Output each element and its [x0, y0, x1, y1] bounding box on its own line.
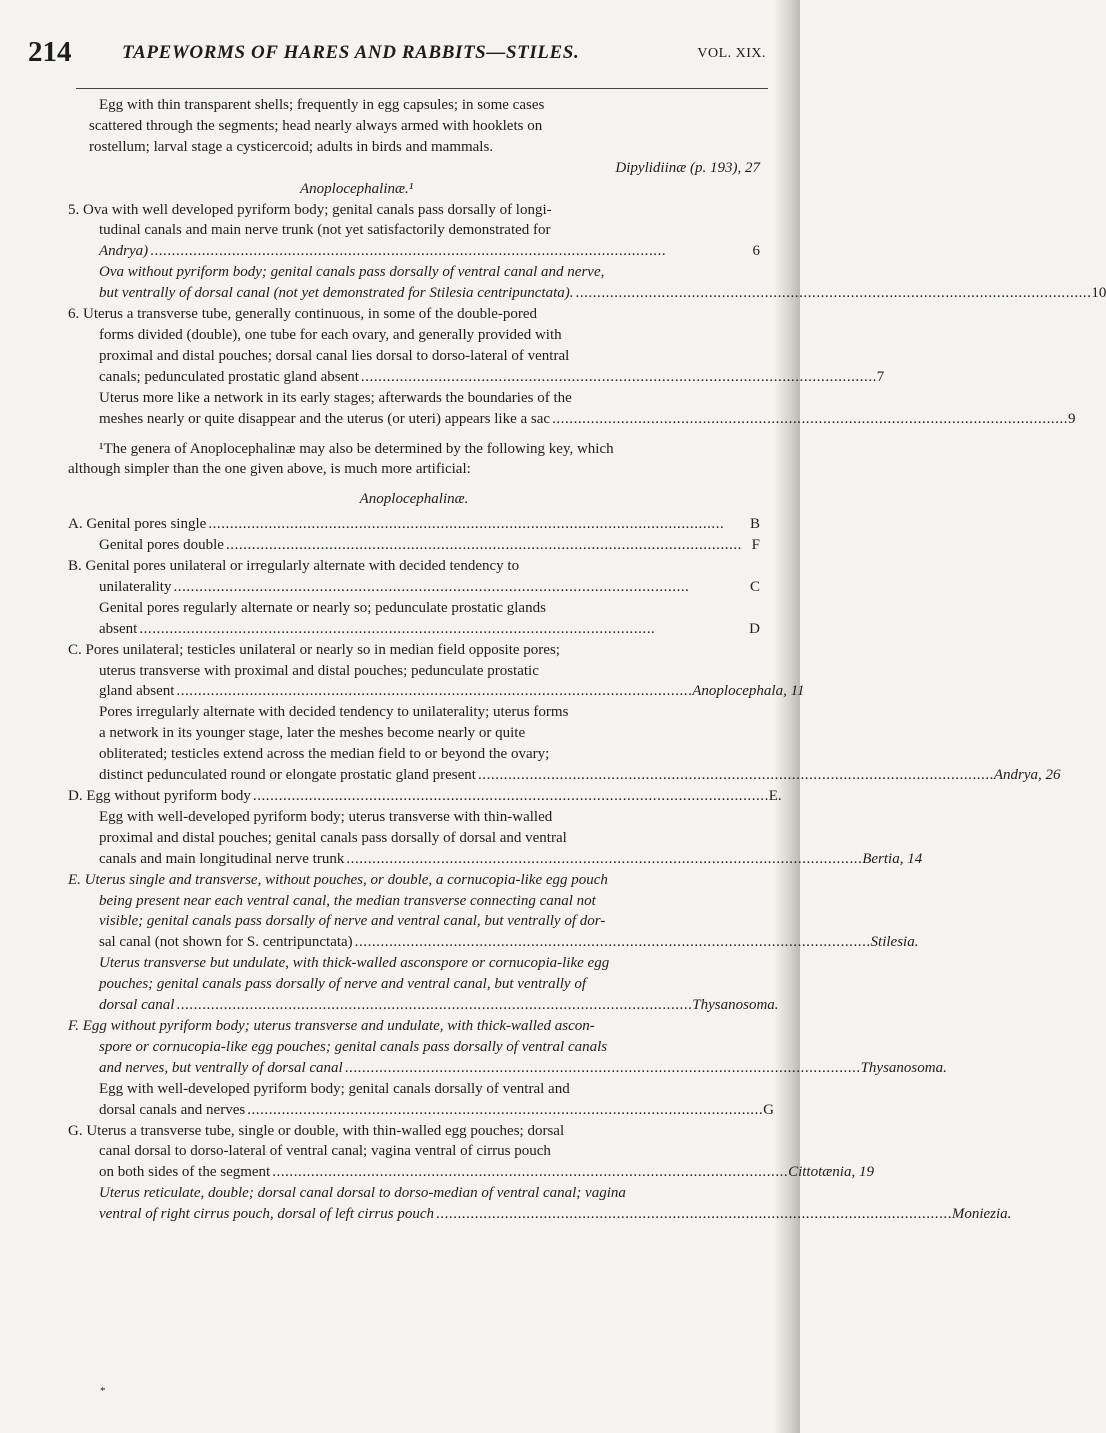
entry-ref: Thysanosoma. — [692, 997, 779, 1014]
leader-dots — [343, 1058, 861, 1079]
leader-dots — [174, 995, 692, 1016]
key-entry — [68, 619, 760, 640]
leader-dots — [344, 849, 862, 870]
key-entry — [68, 514, 760, 535]
key-entry — [68, 283, 1106, 304]
text-line: Uterus more like a network in its early stages; afterwards the boundaries of the — [99, 389, 572, 406]
entry-text: ventral of right cirrus pouch, dorsal of left cirrus pouch — [99, 1206, 434, 1223]
text-line: Egg with well-developed pyriform body; genital canals dorsally of ventral and — [99, 1080, 570, 1097]
entry-text: A. Genital pores single — [68, 516, 207, 533]
key-entry — [68, 409, 1076, 430]
subkey-title: Anoplocephalinæ. — [359, 491, 469, 508]
entry-ref: 7 — [876, 368, 885, 385]
asterisk-mark: * — [100, 1385, 106, 1397]
key-entry — [68, 367, 885, 388]
leader-dots — [353, 932, 871, 953]
volume-label: VOL. XIX. — [697, 46, 766, 61]
text-line: being present near each ventral canal, the median transverse connecting canal not — [99, 892, 596, 909]
text-line: uterus transverse with proximal and distal pouches; pedunculate prostatic — [99, 662, 539, 679]
leader-dots — [476, 765, 994, 786]
text-line: proximal and distal pouches; dorsal canal lies dorsal to dorso-lateral of ventral — [99, 347, 570, 364]
leader-dots — [251, 786, 769, 807]
footnote-line: ¹The genera of Anoplocephalinæ may also be determined by the following key, which — [99, 440, 614, 457]
key-entry — [68, 535, 760, 556]
entry-text: meshes nearly or quite disappear and the uterus (or uteri) appears like a sac — [99, 410, 551, 427]
entry-text: but ventrally of dorsal canal (not yet demonstrated for Stilesia centripunctata). — [99, 285, 574, 302]
leader-dots — [245, 1100, 763, 1121]
entry-ref: Anoplocephala, 11 — [692, 683, 805, 700]
entry-text: absent — [99, 620, 138, 637]
text-line: B. Genital pores unilateral or irregularly alternate with decided tendency to — [68, 558, 520, 575]
key-entry — [68, 577, 760, 598]
entry-text: canals; pedunculated prostatic gland absent — [99, 368, 359, 385]
text-line: C. Pores unilateral; testicles unilateral or nearly so in median field opposite pores; — [68, 641, 560, 658]
entry-text: Genital pores double — [99, 537, 224, 554]
entry-ref: Stilesia. — [870, 934, 919, 951]
entry-ref: Cittotænia, 19 — [788, 1164, 874, 1181]
key-entry — [68, 1100, 774, 1121]
text-line: Genital pores regularly alternate or nearly so; pedunculate prostatic glands — [99, 599, 546, 616]
key-entry — [68, 241, 760, 262]
entry-text: D. Egg without pyriform body — [68, 788, 251, 804]
text-line: visible; genital canals pass dorsally of nerve and ventral canal, but ventrally of dor- — [99, 913, 606, 930]
text-line: spore or cornucopia-like egg pouches; genital canals pass dorsally of ventral canals — [99, 1038, 608, 1055]
page-header — [28, 36, 772, 76]
key-entry — [68, 1162, 874, 1183]
entry-ref: Bertia, 14 — [862, 850, 923, 867]
header-rule — [76, 88, 768, 89]
key-entry — [68, 681, 805, 702]
entry-text: dorsal canal — [99, 997, 175, 1014]
entry-ref: F — [751, 537, 760, 554]
key-entry — [68, 765, 1061, 786]
entry-ref: E. — [768, 788, 782, 804]
text-line: pouches; genital canals pass dorsally of nerve and ventral canal, but ventrally of — [99, 976, 587, 993]
text-line: scattered through the segments; head nearly always armed with hooklets on — [89, 117, 543, 134]
entry-text: Andrya) — [99, 243, 149, 260]
entry-ref: 9 — [1067, 410, 1076, 427]
leader-dots — [148, 241, 752, 262]
text-line: Egg with well-developed pyriform body; uterus transverse with thin-walled — [99, 808, 553, 825]
running-title: TAPEWORMS OF HARES AND RABBITS—STILES. — [122, 42, 580, 63]
text-line: obliterated; testicles extend across the median field to or beyond the ovary; — [99, 746, 550, 763]
leader-dots — [359, 367, 877, 388]
text-line: E. Uterus single and transverse, without pouches, or double, a cornucopia-like egg pouch — [68, 871, 608, 888]
key-entry — [68, 1058, 947, 1079]
leader-dots — [550, 409, 1068, 430]
text-line: Ova without pyriform body; genital canals pass dorsally of ventral canal and nerve, — [99, 264, 605, 281]
entry-text: and nerves, but ventrally of dorsal canal — [99, 1059, 343, 1076]
entry-ref: B — [749, 516, 760, 533]
key-entry — [68, 849, 923, 870]
entry-ref: 10 — [1091, 285, 1106, 302]
entry-ref: D — [749, 620, 760, 637]
key-entry — [68, 1204, 1012, 1225]
entry-ref: G — [763, 1101, 774, 1118]
entry-text: sal canal (not shown for S. centripunctata) — [99, 934, 353, 951]
entry-ref: C — [749, 578, 760, 595]
text-line: canal dorsal to dorso-lateral of ventral canal; vagina ventral of cirrus pouch — [99, 1143, 551, 1160]
leader-dots — [434, 1204, 952, 1225]
leader-dots — [574, 283, 1092, 304]
text-line: Uterus transverse but undulate, with thick-walled asconspore or cornucopia-like egg — [99, 955, 610, 972]
key-entry — [68, 786, 782, 807]
text-line: Uterus reticulate, double; dorsal canal dorsal to dorso-median of ventral canal; vagina — [99, 1185, 626, 1202]
entry-text: canals and main longitudinal nerve trunk — [99, 850, 345, 867]
text-line: 6. Uterus a transverse tube, generally continuous, in some of the double-pored — [68, 306, 538, 323]
text-line: Pores irregularly alternate with decided tendency to unilaterality; uterus forms — [99, 704, 569, 721]
leader-dots — [224, 535, 752, 556]
leader-dots — [171, 577, 750, 598]
text-line: tudinal canals and main nerve trunk (not yet satisfactorily demonstrated for — [99, 222, 551, 239]
entry-text: unilaterality — [99, 578, 172, 595]
entry-ref: Moniezia. — [951, 1206, 1012, 1223]
entry-text: dorsal canals and nerves — [99, 1101, 246, 1118]
leader-dots — [137, 619, 749, 640]
entry-text: distinct pedunculated round or elongate prostatic gland present — [99, 767, 476, 784]
key-reference: Dipylidiinæ (p. 193), 27 — [615, 159, 760, 176]
leader-dots — [206, 514, 750, 535]
entry-text: gland absent — [99, 683, 175, 700]
entry-ref: Thysanosoma. — [860, 1059, 947, 1076]
key-entry — [68, 932, 919, 953]
entry-ref: 6 — [752, 243, 760, 260]
text-line: 5. Ova with well developed pyriform body; genital canals pass dorsally of longi- — [68, 201, 552, 218]
entry-text: on both sides of the segment — [99, 1164, 271, 1181]
key-reference: Anoplocephalinæ.¹ — [300, 180, 414, 197]
text-line: G. Uterus a transverse tube, single or double, with thin-walled egg pouches; dorsal — [68, 1122, 565, 1139]
text-line: Egg with thin transparent shells; frequently in egg capsules; in some cases — [99, 97, 545, 113]
page-number: 214 — [28, 36, 72, 68]
footnote-line: although simpler than the one given above, is much more artificial: — [68, 461, 471, 478]
text-line: F. Egg without pyriform body; uterus transverse and undulate, with thick-walled ascon- — [68, 1017, 595, 1034]
leader-dots — [174, 681, 692, 702]
key-entry — [68, 995, 779, 1016]
page-body — [0, 88, 1106, 1225]
text-line: proximal and distal pouches; genital canals pass dorsally of dorsal and ventral — [99, 829, 567, 846]
text-line: a network in its younger stage, later the meshes become nearly or quite — [99, 725, 526, 742]
text-line: forms divided (double), one tube for each ovary, and generally provided with — [99, 326, 562, 343]
leader-dots — [270, 1162, 788, 1183]
entry-ref: Andrya, 26 — [993, 767, 1061, 784]
text-line: rostellum; larval stage a cysticercoid; adults in birds and mammals. — [89, 138, 494, 155]
